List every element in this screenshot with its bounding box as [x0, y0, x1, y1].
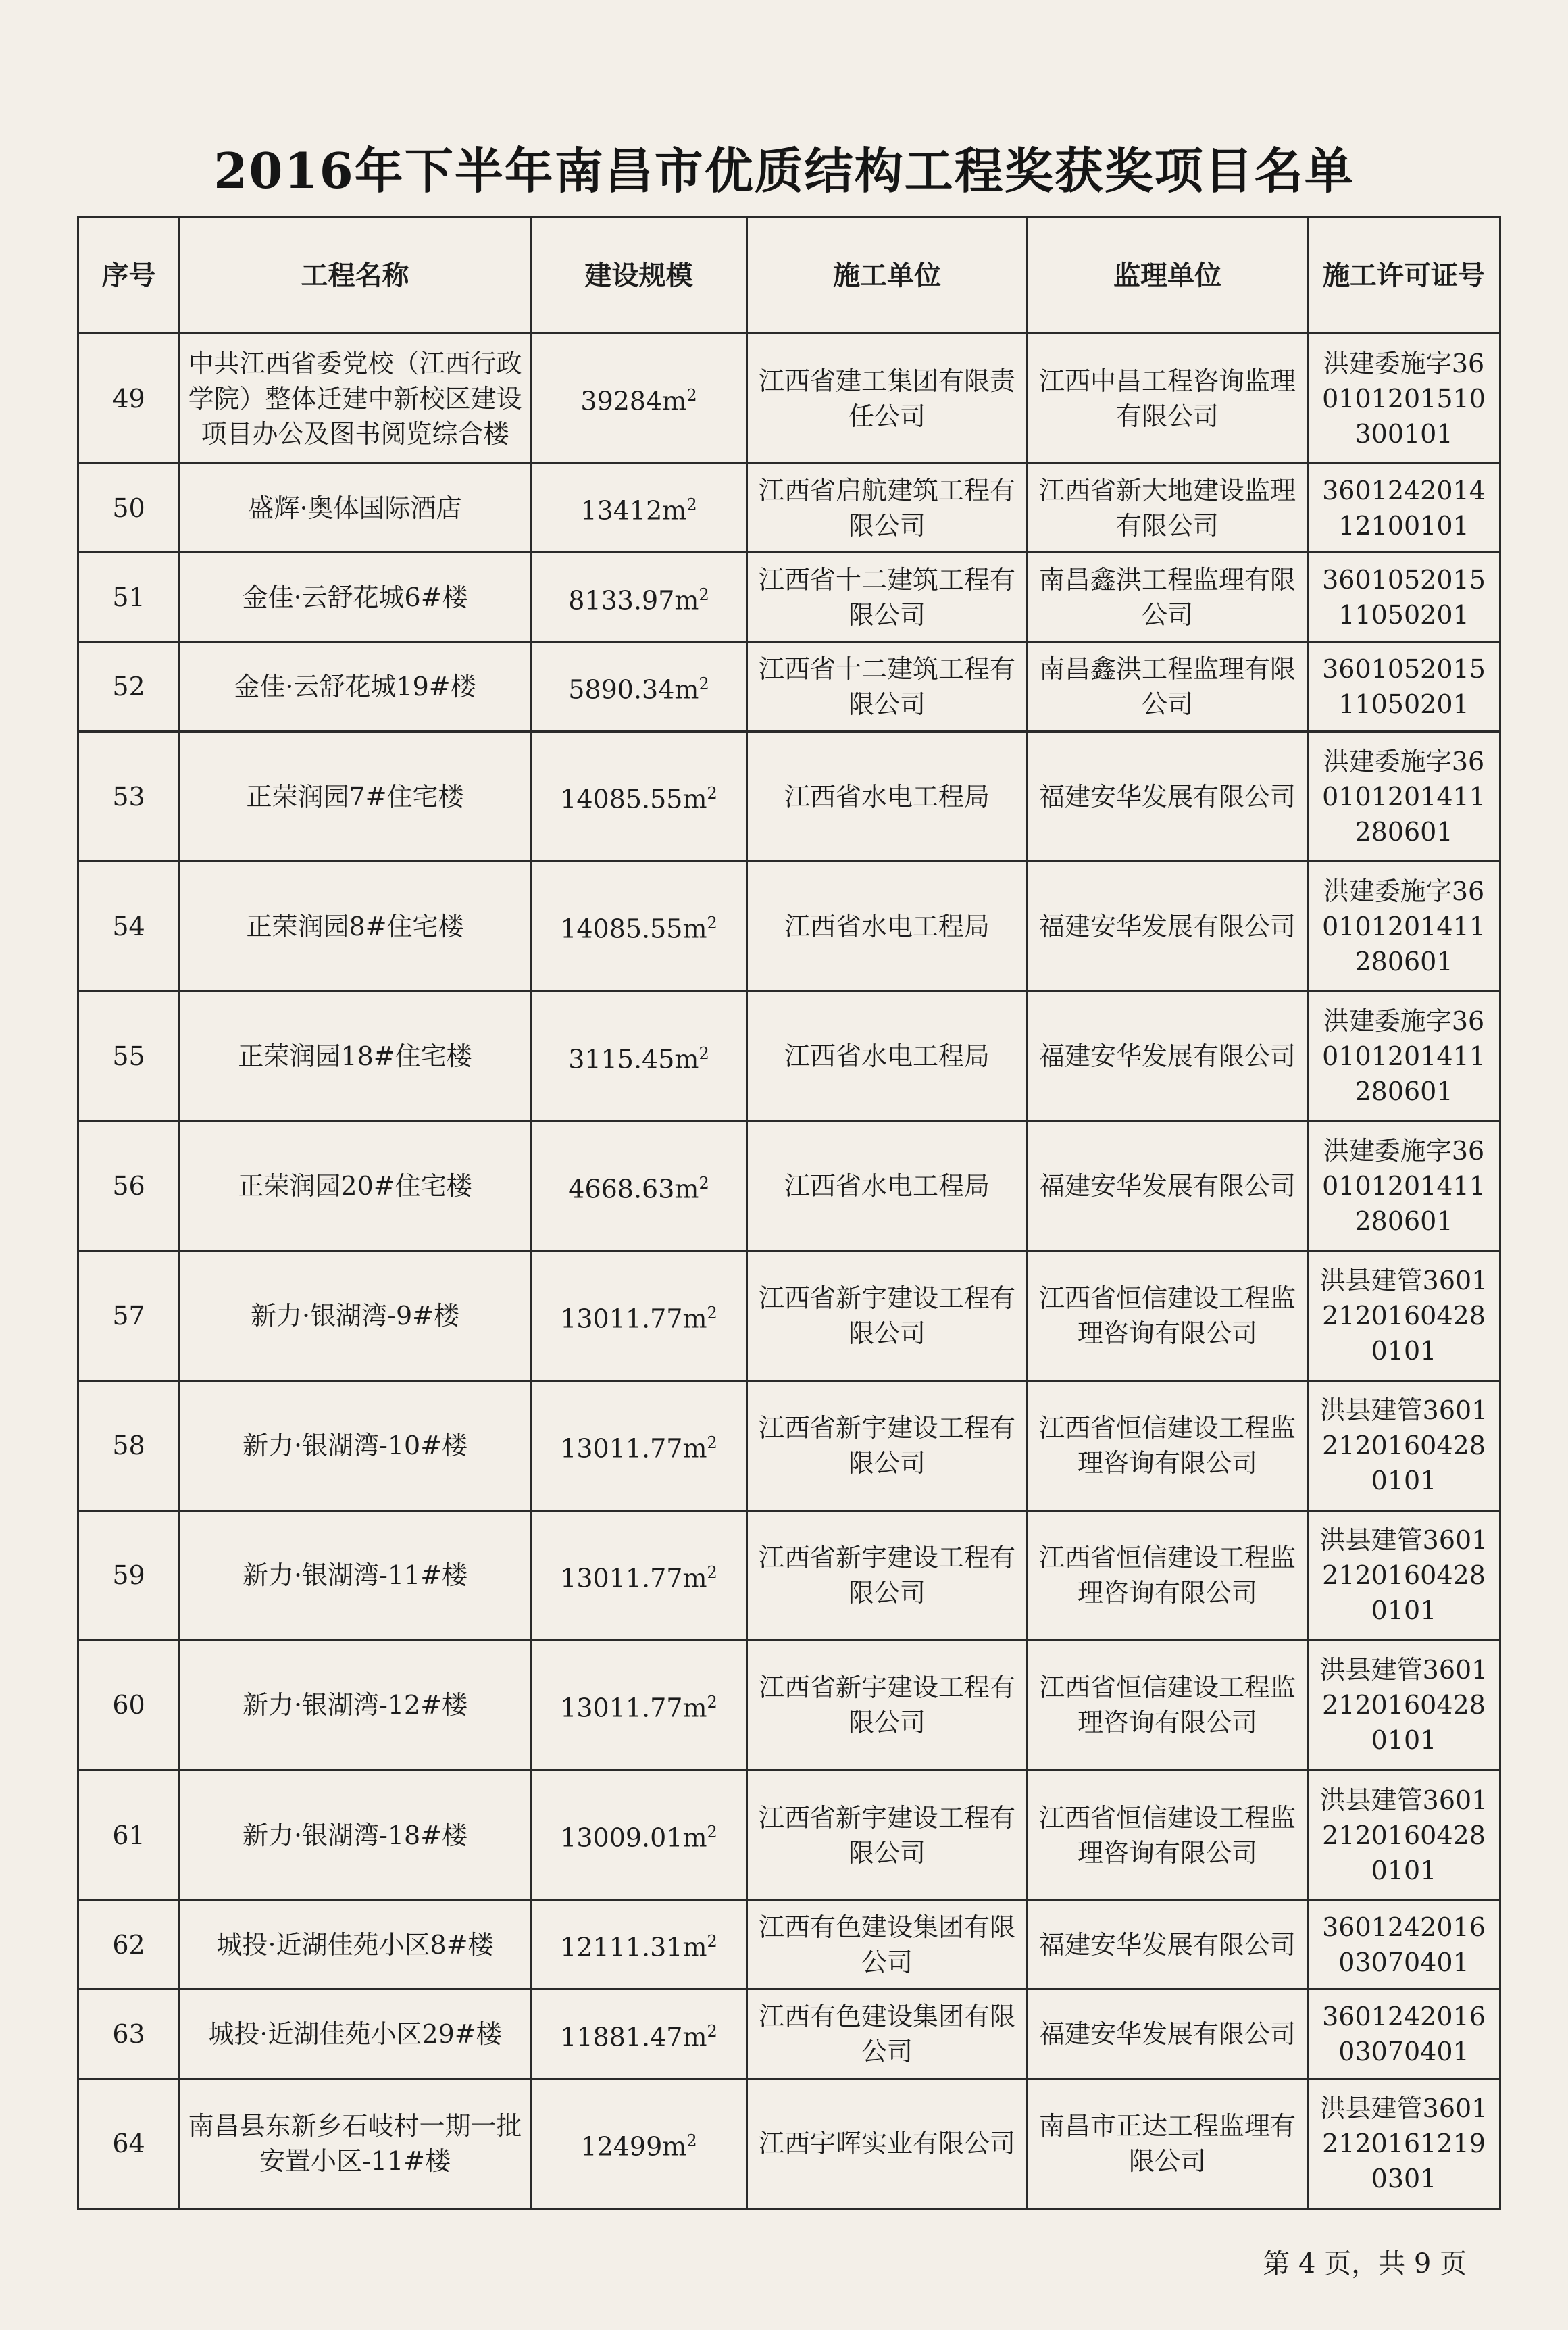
cell-project-name: 盛辉·奥体国际酒店	[180, 464, 531, 553]
cell-no: 49	[78, 334, 180, 464]
cell-contractor: 江西省水电工程局	[747, 1121, 1028, 1251]
cell-area	[531, 1640, 747, 1770]
cell-project-name: 中共江西省委党校（江西行政学院）整体迁建中新校区建设项目办公及图书阅览综合楼	[180, 334, 531, 464]
cell-area	[531, 1900, 747, 1989]
cell-supervisor: 福建安华发展有限公司	[1028, 732, 1308, 862]
area-unit: m	[682, 784, 707, 814]
table-row	[78, 1640, 1500, 1770]
cell-contractor: 江西有色建设集团有限公司	[747, 1900, 1028, 1989]
area-unit-superscript: 2	[707, 784, 717, 803]
area-unit: m	[682, 2022, 707, 2052]
cell-area	[531, 553, 747, 642]
award-table	[77, 216, 1501, 2210]
table-row	[78, 991, 1500, 1121]
cell-area	[531, 1989, 747, 2079]
cell-supervisor: 南昌市正达工程监理有限公司	[1028, 2079, 1308, 2208]
cell-area	[531, 1510, 747, 1640]
cell-contractor: 江西省新宇建设工程有限公司	[747, 1381, 1028, 1510]
cell-contractor: 江西省新宇建设工程有限公司	[747, 1510, 1028, 1640]
cell-project-name: 正荣润园20#住宅楼	[180, 1121, 531, 1251]
cell-supervisor: 江西省恒信建设工程监理咨询有限公司	[1028, 1770, 1308, 1900]
cell-permit: 360105201511050201	[1308, 642, 1500, 731]
cell-contractor: 江西省水电工程局	[747, 862, 1028, 991]
area-value: 14085.55	[560, 914, 683, 945]
cell-permit: 360124201603070401	[1308, 1900, 1500, 1989]
cell-no: 54	[78, 862, 180, 991]
cell-supervisor: 江西省新大地建设监理有限公司	[1028, 464, 1308, 553]
area-value: 5890.34	[568, 674, 675, 705]
table-row	[78, 862, 1500, 991]
cell-contractor: 江西省水电工程局	[747, 991, 1028, 1121]
table-row	[78, 2079, 1500, 2208]
area-unit: m	[682, 1693, 707, 1723]
cell-supervisor: 福建安华发展有限公司	[1028, 862, 1308, 991]
column-header-no: 序号	[78, 218, 180, 334]
cell-supervisor: 福建安华发展有限公司	[1028, 1900, 1308, 1989]
area-unit-superscript: 2	[707, 1932, 717, 1952]
cell-project-name: 城投·近湖佳苑小区29#楼	[180, 1989, 531, 2079]
cell-project-name: 新力·银湖湾-11#楼	[180, 1510, 531, 1640]
area-unit: m	[674, 585, 699, 616]
cell-project-name: 正荣润园8#住宅楼	[180, 862, 531, 991]
cell-no: 51	[78, 553, 180, 642]
area-unit: m	[682, 1563, 707, 1593]
cell-permit: 洪建委施字360101201411280601	[1308, 991, 1500, 1121]
area-value: 13009.01	[560, 1823, 683, 1853]
area-value: 39284	[580, 386, 663, 416]
area-value: 8133.97	[568, 585, 675, 616]
cell-supervisor: 江西中昌工程咨询监理有限公司	[1028, 334, 1308, 464]
column-header-contractor: 施工单位	[747, 218, 1028, 334]
area-unit-superscript: 2	[707, 1563, 717, 1582]
table-row	[78, 464, 1500, 553]
area-unit-superscript: 2	[699, 674, 709, 694]
area-unit-superscript: 2	[686, 495, 697, 515]
area-value: 12111.31	[560, 1933, 683, 1963]
cell-no: 64	[78, 2079, 180, 2208]
area-value: 12499	[580, 2131, 663, 2162]
column-header-supervisor: 监理单位	[1028, 218, 1308, 334]
cell-area	[531, 1381, 747, 1510]
table-row	[78, 732, 1500, 862]
cell-supervisor: 福建安华发展有限公司	[1028, 1121, 1308, 1251]
area-unit-superscript: 2	[707, 1693, 717, 1712]
cell-supervisor: 江西省恒信建设工程监理咨询有限公司	[1028, 1510, 1308, 1640]
cell-area	[531, 1121, 747, 1251]
area-value: 14085.55	[560, 784, 683, 814]
area-unit-superscript: 2	[699, 1173, 709, 1193]
cell-supervisor: 南昌鑫洪工程监理有限公司	[1028, 553, 1308, 642]
area-value: 13011.77	[560, 1563, 683, 1593]
cell-project-name: 金佳·云舒花城6#楼	[180, 553, 531, 642]
area-unit: m	[682, 1823, 707, 1853]
cell-area	[531, 1251, 747, 1381]
cell-no: 57	[78, 1251, 180, 1381]
cell-contractor: 江西省十二建筑工程有限公司	[747, 642, 1028, 731]
cell-supervisor: 福建安华发展有限公司	[1028, 1989, 1308, 2079]
table-row	[78, 1989, 1500, 2079]
cell-project-name: 新力·银湖湾-9#楼	[180, 1251, 531, 1381]
cell-no: 60	[78, 1640, 180, 1770]
cell-contractor: 江西省启航建筑工程有限公司	[747, 464, 1028, 553]
area-unit: m	[674, 674, 699, 705]
area-unit-superscript: 2	[707, 1303, 717, 1322]
area-value: 11881.47	[560, 2022, 683, 2052]
table-row	[78, 1121, 1500, 1251]
cell-supervisor: 江西省恒信建设工程监理咨询有限公司	[1028, 1381, 1308, 1510]
table-row	[78, 553, 1500, 642]
cell-permit: 360124201412100101	[1308, 464, 1500, 553]
area-value: 4668.63	[568, 1174, 675, 1204]
cell-no: 61	[78, 1770, 180, 1900]
table-row	[78, 1251, 1500, 1381]
area-unit: m	[674, 1044, 699, 1074]
cell-area	[531, 464, 747, 553]
area-unit-superscript: 2	[686, 2131, 697, 2151]
area-value: 13011.77	[560, 1304, 683, 1334]
cell-permit: 洪建委施字360101201411280601	[1308, 732, 1500, 862]
area-unit: m	[682, 914, 707, 945]
cell-permit: 洪县建管360121201604280101	[1308, 1510, 1500, 1640]
table-row	[78, 1770, 1500, 1900]
cell-project-name: 新力·银湖湾-12#楼	[180, 1640, 531, 1770]
cell-area	[531, 642, 747, 731]
area-unit-superscript: 2	[707, 1433, 717, 1452]
cell-permit: 洪建委施字360101201411280601	[1308, 1121, 1500, 1251]
cell-project-name: 城投·近湖佳苑小区8#楼	[180, 1900, 531, 1989]
area-unit-superscript: 2	[707, 2021, 717, 2041]
cell-permit: 洪县建管360121201604280101	[1308, 1381, 1500, 1510]
cell-no: 59	[78, 1510, 180, 1640]
area-unit: m	[674, 1174, 699, 1204]
page-title: 2016年下半年南昌市优质结构工程奖获奖项目名单	[213, 142, 1355, 199]
cell-project-name: 正荣润园18#住宅楼	[180, 991, 531, 1121]
cell-permit: 洪县建管360121201612190301	[1308, 2079, 1500, 2208]
cell-permit: 洪县建管360121201604280101	[1308, 1770, 1500, 1900]
cell-contractor: 江西省新宇建设工程有限公司	[747, 1640, 1028, 1770]
cell-contractor: 江西省十二建筑工程有限公司	[747, 553, 1028, 642]
cell-permit: 洪建委施字360101201510300101	[1308, 334, 1500, 464]
cell-supervisor: 南昌鑫洪工程监理有限公司	[1028, 642, 1308, 731]
cell-permit: 洪县建管360121201604280101	[1308, 1640, 1500, 1770]
table-row	[78, 1900, 1500, 1989]
cell-supervisor: 福建安华发展有限公司	[1028, 991, 1308, 1121]
area-unit-superscript: 2	[707, 1823, 717, 1842]
cell-no: 55	[78, 991, 180, 1121]
area-value: 13011.77	[560, 1693, 683, 1723]
table-row	[78, 1381, 1500, 1510]
cell-no: 63	[78, 1989, 180, 2079]
table-row	[78, 334, 1500, 464]
cell-area	[531, 1770, 747, 1900]
cell-contractor: 江西宇晖实业有限公司	[747, 2079, 1028, 2208]
cell-contractor: 江西省建工集团有限责任公司	[747, 334, 1028, 464]
area-value: 3115.45	[568, 1044, 675, 1074]
page-footer: 第 4 页，共 9 页	[1263, 2248, 1467, 2279]
table-header-row	[78, 218, 1500, 334]
area-value: 13011.77	[560, 1433, 683, 1464]
cell-area	[531, 732, 747, 862]
area-unit-superscript: 2	[699, 1043, 709, 1063]
column-header-name: 工程名称	[180, 218, 531, 334]
area-unit: m	[682, 1304, 707, 1334]
cell-no: 56	[78, 1121, 180, 1251]
cell-permit: 洪县建管360121201604280101	[1308, 1251, 1500, 1381]
area-unit: m	[682, 1433, 707, 1464]
table-row	[78, 642, 1500, 731]
cell-area	[531, 334, 747, 464]
cell-supervisor: 江西省恒信建设工程监理咨询有限公司	[1028, 1640, 1308, 1770]
area-value: 13412	[580, 496, 663, 526]
area-unit: m	[662, 496, 687, 526]
cell-supervisor: 江西省恒信建设工程监理咨询有限公司	[1028, 1251, 1308, 1381]
column-header-area: 建设规模	[531, 218, 747, 334]
column-header-permit: 施工许可证号	[1308, 218, 1500, 334]
table-row	[78, 1510, 1500, 1640]
area-unit: m	[662, 386, 687, 416]
area-unit-superscript: 2	[699, 585, 709, 604]
cell-project-name: 金佳·云舒花城19#楼	[180, 642, 531, 731]
area-unit: m	[682, 1933, 707, 1963]
cell-project-name: 正荣润园7#住宅楼	[180, 732, 531, 862]
cell-contractor: 江西省新宇建设工程有限公司	[747, 1251, 1028, 1381]
cell-contractor: 江西省水电工程局	[747, 732, 1028, 862]
cell-permit: 360124201603070401	[1308, 1989, 1500, 2079]
cell-no: 52	[78, 642, 180, 731]
cell-no: 58	[78, 1381, 180, 1510]
cell-area	[531, 862, 747, 991]
cell-contractor: 江西有色建设集团有限公司	[747, 1989, 1028, 2079]
cell-contractor: 江西省新宇建设工程有限公司	[747, 1770, 1028, 1900]
cell-project-name: 新力·银湖湾-10#楼	[180, 1381, 531, 1510]
area-unit-superscript: 2	[686, 386, 697, 405]
area-unit: m	[662, 2131, 687, 2162]
cell-no: 62	[78, 1900, 180, 1989]
cell-project-name: 新力·银湖湾-18#楼	[180, 1770, 531, 1900]
cell-area	[531, 991, 747, 1121]
cell-no: 53	[78, 732, 180, 862]
cell-area	[531, 2079, 747, 2208]
cell-project-name: 南昌县东新乡石岐村一期一批安置小区-11#楼	[180, 2079, 531, 2208]
cell-permit: 洪建委施字360101201411280601	[1308, 862, 1500, 991]
cell-permit: 360105201511050201	[1308, 553, 1500, 642]
cell-no: 50	[78, 464, 180, 553]
area-unit-superscript: 2	[707, 914, 717, 933]
